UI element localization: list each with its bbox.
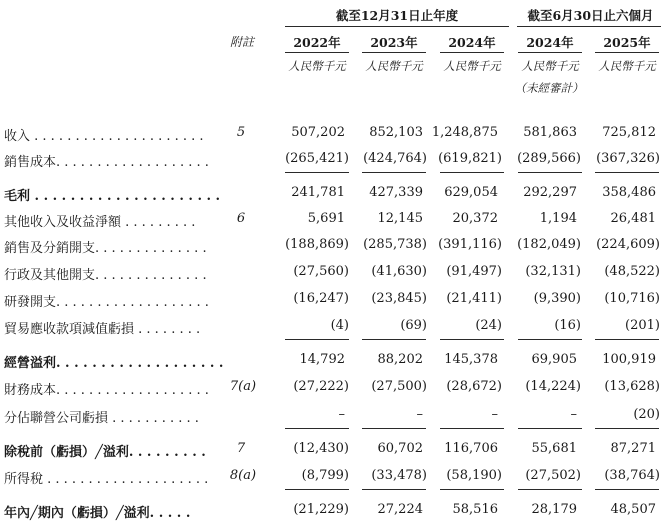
value-revenue-2024-h1: 581,863 xyxy=(523,125,577,140)
year-header-2025-h1: 2025年 xyxy=(603,35,651,50)
value-cost-of-sales-2025-h1: (367,326) xyxy=(596,151,660,166)
note-column-header: 附註 xyxy=(230,35,255,49)
value-profit-period-2022: (21,229) xyxy=(293,502,349,517)
value-gross-profit-2025-h1: 358,486 xyxy=(602,185,656,200)
row-label-cost-of-sales: 銷售成本. . . . . . . . . . . . . . . . . . . xyxy=(4,155,209,170)
value-finance-costs-2024-h1: (14,224) xyxy=(525,379,581,394)
value-cost-of-sales-2023: (424,764) xyxy=(363,151,427,166)
row-label-gross-profit: 毛利 . . . . . . . . . . . . . . . . . . . . . xyxy=(4,189,221,204)
group-rule-six-months xyxy=(517,26,661,27)
value-admin-expenses-2024: (91,497) xyxy=(446,264,502,279)
value-gross-profit-2024: 629,054 xyxy=(444,185,498,200)
value-revenue-2023: 852,103 xyxy=(369,125,423,140)
value-pbt-2023: 60,702 xyxy=(377,441,423,456)
value-profit-period-2024-h1: 28,179 xyxy=(531,502,577,517)
value-pbt-2024-h1: 55,681 xyxy=(531,441,577,456)
row-note-other-income: 6 xyxy=(236,211,246,226)
year-header-2022: 2022年 xyxy=(293,35,341,50)
value-rd-expenses-2023: (23,845) xyxy=(371,291,427,306)
value-revenue-2025-h1: 725,812 xyxy=(602,125,656,140)
value-operating-profit-2025-h1: 100,919 xyxy=(602,352,656,367)
underline-cost-of-sales-2023 xyxy=(362,172,426,173)
group-rule-financial-year xyxy=(285,26,509,27)
value-other-income-2024: 20,372 xyxy=(452,211,498,226)
underline-associate-2022 xyxy=(285,428,349,429)
year-rule-2024 xyxy=(440,52,504,53)
row-label-other-income: 其他收入及收益淨額 . . . . . . . . . xyxy=(4,215,196,230)
underline-cost-of-sales-2022 xyxy=(285,172,349,173)
row-label-selling-expenses: 銷售及分銷開支. . . . . . . . . . . . . . xyxy=(4,241,207,256)
underline-cost-of-sales-2024 xyxy=(440,172,504,173)
value-rd-expenses-2022: (16,247) xyxy=(293,291,349,306)
value-income-tax-2024-h1: (27,502) xyxy=(525,468,581,483)
underline-impairment-2024 xyxy=(440,339,504,340)
value-associate-loss-2024-h1: – xyxy=(570,407,577,422)
underline-impairment-2024-h1 xyxy=(518,339,582,340)
value-income-tax-2022: (8,799) xyxy=(301,468,349,483)
value-revenue-2022: 507,202 xyxy=(291,125,345,140)
underline-associate-2024 xyxy=(440,428,504,429)
value-selling-expenses-2022: (188,869) xyxy=(285,237,349,252)
value-finance-costs-2023: (27,500) xyxy=(371,379,427,394)
year-rule-2023 xyxy=(362,52,426,53)
underline-income-tax-2024-h1 xyxy=(518,489,582,490)
value-associate-loss-2024: – xyxy=(491,407,498,422)
value-cost-of-sales-2024-h1: (289,566) xyxy=(517,151,581,166)
value-income-tax-2024: (58,190) xyxy=(446,468,502,483)
value-operating-profit-2024: 145,378 xyxy=(444,352,498,367)
value-selling-expenses-2024-h1: (182,049) xyxy=(517,237,581,252)
row-label-finance-costs: 財務成本. . . . . . . . . . . . . . . . . . . xyxy=(4,383,209,398)
unit-2025-h1: 人民幣千元 xyxy=(598,59,656,73)
value-admin-expenses-2022: (27,560) xyxy=(293,264,349,279)
unit-2024-h1: 人民幣千元 xyxy=(521,59,579,73)
value-rd-expenses-2024: (21,411) xyxy=(446,291,502,306)
value-finance-costs-2022: (27,222) xyxy=(293,379,349,394)
year-rule-2024-h1 xyxy=(518,52,582,53)
value-impairment-loss-2025-h1: (201) xyxy=(625,318,660,333)
value-cost-of-sales-2024: (619,821) xyxy=(438,151,502,166)
row-label-share-of-associate-loss: 分佔聯營公司虧損 . . . . . . . . . . . xyxy=(4,411,199,426)
unit-2022: 人民幣千元 xyxy=(288,59,346,73)
underline-cost-of-sales-2024-h1 xyxy=(518,172,582,173)
year-header-2024: 2024年 xyxy=(448,35,496,50)
underline-income-tax-2025-h1 xyxy=(595,489,659,490)
value-gross-profit-2024-h1: 292,297 xyxy=(523,185,577,200)
value-admin-expenses-2025-h1: (48,522) xyxy=(604,264,660,279)
value-rd-expenses-2025-h1: (10,716) xyxy=(604,291,660,306)
row-label-income-tax: 所得稅 . . . . . . . . . . . . . . . . . . . . xyxy=(4,472,209,487)
row-label-rd-expenses: 研發開支. . . . . . . . . . . . . . . . . . . xyxy=(4,295,209,310)
value-profit-period-2025-h1: 48,507 xyxy=(610,502,656,517)
row-label-impairment-loss: 貿易應收款項減值虧損 . . . . . . . . xyxy=(4,322,201,337)
value-pbt-2022: (12,430) xyxy=(293,441,349,456)
value-impairment-loss-2024-h1: (16) xyxy=(554,318,581,333)
value-impairment-loss-2024: (24) xyxy=(475,318,502,333)
underline-associate-2023 xyxy=(362,428,426,429)
value-impairment-loss-2023: (69) xyxy=(400,318,427,333)
value-operating-profit-2023: 88,202 xyxy=(377,352,423,367)
value-other-income-2025-h1: 26,481 xyxy=(610,211,656,226)
value-other-income-2024-h1: 1,194 xyxy=(539,211,577,226)
year-header-2023: 2023年 xyxy=(370,35,418,50)
unit-2023: 人民幣千元 xyxy=(365,59,423,73)
underline-cost-of-sales-2025-h1 xyxy=(595,172,659,173)
value-operating-profit-2024-h1: 69,905 xyxy=(531,352,577,367)
row-label-profit-for-period: 年內╱期內（虧損）╱溢利. . . . . xyxy=(4,506,191,521)
value-finance-costs-2025-h1: (13,628) xyxy=(604,379,660,394)
underline-associate-2025-h1 xyxy=(595,428,659,429)
value-impairment-loss-2022: (4) xyxy=(330,318,349,333)
unit-2024: 人民幣千元 xyxy=(443,59,501,73)
value-rd-expenses-2024-h1: (9,390) xyxy=(533,291,581,306)
value-selling-expenses-2024: (391,116) xyxy=(438,237,502,252)
value-finance-costs-2024: (28,672) xyxy=(446,379,502,394)
underline-associate-2024-h1 xyxy=(518,428,582,429)
value-associate-loss-2023: – xyxy=(416,407,423,422)
value-other-income-2022: 5,691 xyxy=(307,211,345,226)
value-profit-period-2023: 27,224 xyxy=(377,502,423,517)
value-other-income-2023: 12,145 xyxy=(377,211,423,226)
value-income-tax-2025-h1: (38,764) xyxy=(604,468,660,483)
row-note-revenue: 5 xyxy=(236,125,246,140)
value-admin-expenses-2023: (41,630) xyxy=(371,264,427,279)
year-header-2024-h1: 2024年 xyxy=(526,35,574,50)
value-selling-expenses-2023: (285,738) xyxy=(363,237,427,252)
row-label-revenue: 收入 . . . . . . . . . . . . . . . . . . . . . xyxy=(4,129,204,144)
row-label-operating-profit: 經營溢利. . . . . . . . . . . . . . . . . . . xyxy=(4,356,224,371)
year-rule-2022 xyxy=(285,52,349,53)
row-label-profit-before-tax: 除稅前（虧損）╱溢利. . . . . . . . . xyxy=(4,445,206,460)
value-pbt-2024: 116,706 xyxy=(444,441,498,456)
value-pbt-2025-h1: 87,271 xyxy=(610,441,656,456)
row-label-admin-expenses: 行政及其他開支. . . . . . . . . . . . . . xyxy=(4,268,207,283)
value-associate-loss-2025-h1: (20) xyxy=(633,407,660,422)
value-gross-profit-2023: 427,339 xyxy=(369,185,423,200)
underline-income-tax-2023 xyxy=(362,489,426,490)
group-header-six-months: 截至6月30日止六個月 xyxy=(527,8,654,23)
value-selling-expenses-2025-h1: (224,609) xyxy=(596,237,660,252)
row-note-profit-before-tax: 7 xyxy=(236,441,246,456)
group-header-financial-year: 截至12月31日止年度 xyxy=(335,8,459,23)
value-profit-period-2024: 58,516 xyxy=(452,502,498,517)
row-note-income-tax: 8(a) xyxy=(229,468,257,483)
value-operating-profit-2022: 14,792 xyxy=(299,352,345,367)
underline-impairment-2025-h1 xyxy=(595,339,659,340)
value-revenue-2024: 1,248,875 xyxy=(431,125,498,140)
underline-income-tax-2022 xyxy=(285,489,349,490)
value-income-tax-2023: (33,478) xyxy=(371,468,427,483)
value-cost-of-sales-2022: (265,421) xyxy=(285,151,349,166)
underline-income-tax-2024 xyxy=(440,489,504,490)
underline-impairment-2022 xyxy=(285,339,349,340)
year-rule-2025-h1 xyxy=(595,52,659,53)
value-admin-expenses-2024-h1: (32,131) xyxy=(525,264,581,279)
row-note-finance-costs: 7(a) xyxy=(229,379,257,394)
value-gross-profit-2022: 241,781 xyxy=(291,185,345,200)
unaudited-note: （未經審計） xyxy=(514,81,584,95)
value-associate-loss-2022: – xyxy=(338,407,345,422)
underline-impairment-2023 xyxy=(362,339,426,340)
